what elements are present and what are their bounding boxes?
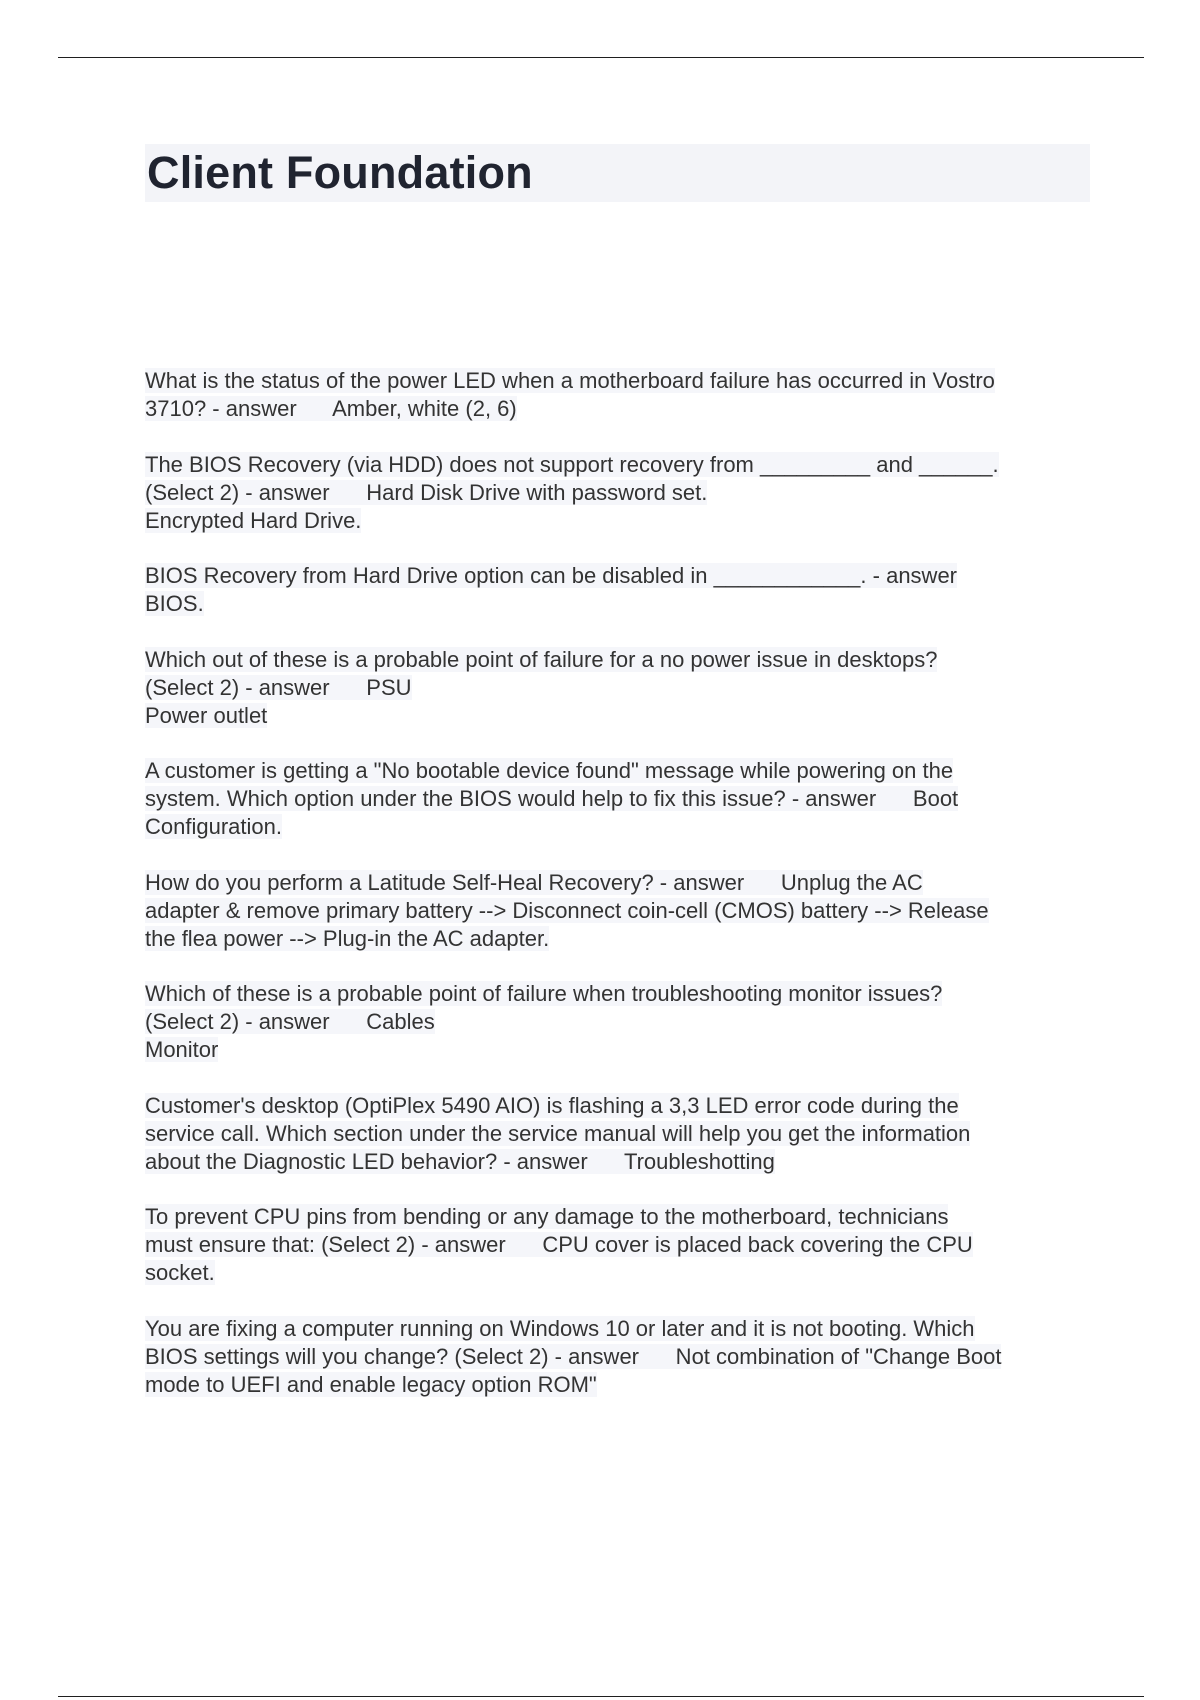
qa-item — [145, 869, 1100, 953]
qa-line-text: BIOS Recovery from Hard Drive option can be disabled in ____________. - answer — [145, 563, 958, 588]
qa-line-text: system. Which option under the BIOS would help to fix this issue? - answer Boot — [145, 786, 959, 811]
qa-line — [145, 451, 1100, 479]
qa-line-text: service call. Which section under the service manual will help you get the information — [145, 1120, 971, 1146]
qa-item — [145, 367, 1100, 423]
qa-line-text: The BIOS Recovery (via HDD) does not support recovery from _________ and ______. — [145, 451, 999, 477]
qa-item — [145, 562, 1100, 618]
qa-line-text: (Select 2) - answer PSU — [145, 674, 412, 700]
qa-line — [145, 702, 1100, 730]
qa-line — [145, 1036, 1100, 1064]
qa-line — [145, 1203, 1100, 1231]
qa-line — [145, 507, 1100, 535]
qa-item — [145, 451, 1100, 535]
qa-line — [145, 1120, 1100, 1148]
qa-item — [145, 1315, 1100, 1399]
qa-line-text: Which out of these is a probable point of failure for a no power issue in desktops? — [145, 646, 938, 672]
qa-line — [145, 1343, 1100, 1371]
qa-line-text: Configuration. — [145, 814, 282, 839]
qa-item — [145, 980, 1100, 1064]
qa-line — [145, 479, 1100, 507]
qa-line — [145, 980, 1100, 1008]
qa-line — [145, 1231, 1100, 1259]
qa-item — [145, 1092, 1100, 1176]
qa-line-text: Customer's desktop (OptiPlex 5490 AIO) is flashing a 3,3 LED error code during the — [145, 1092, 959, 1118]
qa-list — [145, 367, 1100, 1426]
qa-item — [145, 646, 1100, 730]
qa-line-text: BIOS. — [145, 591, 204, 616]
qa-line — [145, 562, 1100, 590]
qa-line — [145, 869, 1100, 897]
qa-line-text: adapter & remove primary battery --> Disconnect coin-cell (CMOS) battery --> Release — [145, 897, 989, 923]
qa-line-text: Which of these is a probable point of failure when troubleshooting monitor issues? — [145, 981, 943, 1006]
qa-line-text: socket. — [145, 1260, 215, 1285]
qa-line-text: Monitor — [145, 1037, 219, 1062]
qa-line — [145, 785, 1100, 813]
qa-line — [145, 897, 1100, 925]
qa-line — [145, 674, 1100, 702]
qa-line — [145, 1371, 1100, 1399]
qa-item — [145, 1203, 1100, 1287]
qa-line-text: To prevent CPU pins from bending or any damage to the motherboard, technicians — [145, 1204, 949, 1229]
qa-line — [145, 757, 1100, 785]
qa-line-text: 3710? - answer Amber, white (2, 6) — [145, 396, 517, 421]
qa-line — [145, 590, 1100, 618]
qa-line — [145, 925, 1100, 953]
qa-line — [145, 1008, 1100, 1036]
qa-line-text: A customer is getting a "No bootable device found" message while powering on the — [145, 758, 954, 783]
qa-line — [145, 1092, 1100, 1120]
qa-line-text: BIOS settings will you change? (Select 2) - answer Not combination of "Change Boot — [145, 1343, 1002, 1369]
qa-line-text: How do you perform a Latitude Self-Heal Recovery? - answer Unplug the AC — [145, 869, 923, 895]
qa-line — [145, 1315, 1100, 1343]
qa-line-text: about the Diagnostic LED behavior? - answer Troubleshotting — [145, 1148, 775, 1174]
qa-line-text: What is the status of the power LED when a motherboard failure has occurred in Vostro — [145, 368, 995, 393]
top-rule — [58, 57, 1144, 58]
document-title: Client Foundation — [147, 147, 533, 198]
qa-line-text: (Select 2) - answer Hard Disk Drive with password set. — [145, 479, 708, 505]
qa-line — [145, 646, 1100, 674]
qa-line-text: Power outlet — [145, 702, 268, 728]
qa-line-text: must ensure that: (Select 2) - answer CPU cover is placed back covering the CPU — [145, 1232, 973, 1257]
qa-line — [145, 813, 1100, 841]
qa-line-text: You are fixing a computer running on Windows 10 or later and it is not booting. Which — [145, 1315, 975, 1341]
qa-line — [145, 395, 1100, 423]
qa-line — [145, 367, 1100, 395]
qa-line-text: mode to UEFI and enable legacy option ROM" — [145, 1371, 597, 1397]
qa-item — [145, 757, 1100, 841]
qa-line-text: the flea power --> Plug-in the AC adapter. — [145, 925, 550, 951]
qa-line — [145, 1148, 1100, 1176]
bottom-rule — [58, 1696, 1144, 1697]
qa-line-text: Encrypted Hard Drive. — [145, 507, 362, 533]
qa-line — [145, 1259, 1100, 1287]
qa-line-text: (Select 2) - answer Cables — [145, 1009, 435, 1034]
